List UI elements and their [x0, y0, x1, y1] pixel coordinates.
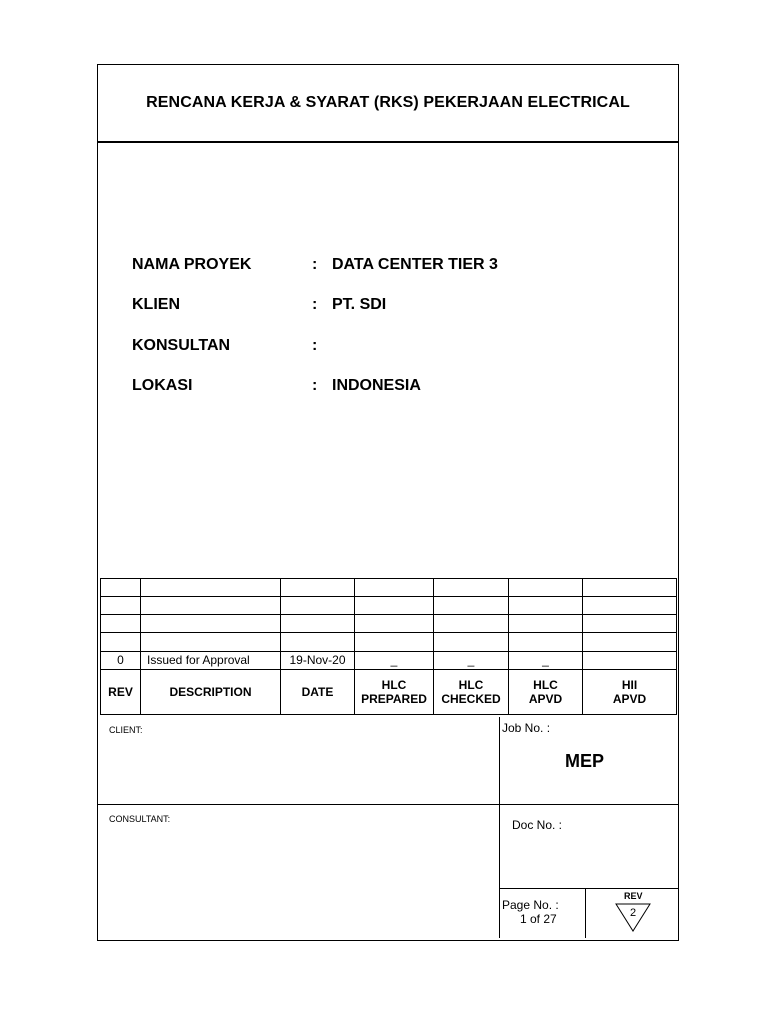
- doc-number-label: Doc No. :: [512, 818, 563, 832]
- page-number-label: Page No. :: [502, 898, 559, 912]
- revision-table: [100, 578, 677, 715]
- document-title: RENCANA KERJA & SYARAT (RKS) PEKERJAAN ELECTRICAL: [146, 94, 630, 111]
- rev-cell: 0: [101, 651, 141, 669]
- divider: [499, 888, 679, 889]
- document-frame: [97, 64, 679, 941]
- hii-cell: [583, 651, 677, 669]
- info-colon: :: [312, 337, 318, 354]
- divider: [499, 717, 500, 938]
- info-value: DATA CENTER TIER 3: [332, 256, 498, 273]
- table-row: [101, 597, 677, 615]
- info-value: PT. SDI: [332, 296, 387, 313]
- table-row: [101, 633, 677, 651]
- table-header-row: [101, 669, 677, 714]
- header-apvd: [509, 669, 583, 714]
- consultant-label: CONSULTANT:: [109, 814, 171, 824]
- page-number-value: 1 of 27: [520, 912, 557, 926]
- table-row: [101, 615, 677, 633]
- header-prepared: [355, 669, 434, 714]
- prepared-cell: _: [355, 651, 434, 669]
- info-key: KONSULTAN: [132, 337, 231, 354]
- revision-triangle-icon: [615, 903, 651, 933]
- header-hii: [583, 669, 677, 714]
- description-cell: Issued for Approval: [141, 651, 281, 669]
- info-colon: :: [312, 256, 318, 273]
- info-colon: :: [312, 377, 318, 394]
- divider: [585, 888, 586, 938]
- header-prepared-line1: HLC: [381, 677, 407, 692]
- header-description: DESCRIPTION: [141, 669, 281, 714]
- header-checked-line1: HLC: [458, 677, 484, 692]
- checked-cell: _: [434, 651, 509, 669]
- rev-label: REV: [624, 891, 643, 901]
- rev-value: 2: [629, 907, 637, 919]
- header-apvd-line2: APVD: [528, 691, 563, 706]
- header-rev: REV: [101, 669, 141, 714]
- title-box: [98, 65, 678, 143]
- apvd-cell: _: [509, 651, 583, 669]
- header-prepared-line2: PREPARED: [361, 691, 427, 706]
- info-value: INDONESIA: [332, 377, 421, 394]
- header-hii-line2: APVD: [612, 691, 647, 706]
- divider: [98, 804, 678, 805]
- date-cell: 19-Nov-20: [281, 651, 355, 669]
- header-checked: [434, 669, 509, 714]
- table-row: [101, 651, 677, 669]
- info-key: NAMA PROYEK: [132, 256, 252, 273]
- header-checked-line2: CHECKED: [441, 691, 501, 706]
- header-hii-line1: HII: [621, 677, 638, 692]
- info-colon: :: [312, 296, 318, 313]
- client-label: CLIENT:: [109, 725, 143, 735]
- job-number-value: MEP: [565, 751, 605, 771]
- info-key: KLIEN: [132, 296, 180, 313]
- header-date: DATE: [281, 669, 355, 714]
- table-row: [101, 579, 677, 597]
- job-number-label: Job No. :: [502, 721, 551, 735]
- info-key: LOKASI: [132, 377, 193, 394]
- header-apvd-line1: HLC: [533, 677, 558, 692]
